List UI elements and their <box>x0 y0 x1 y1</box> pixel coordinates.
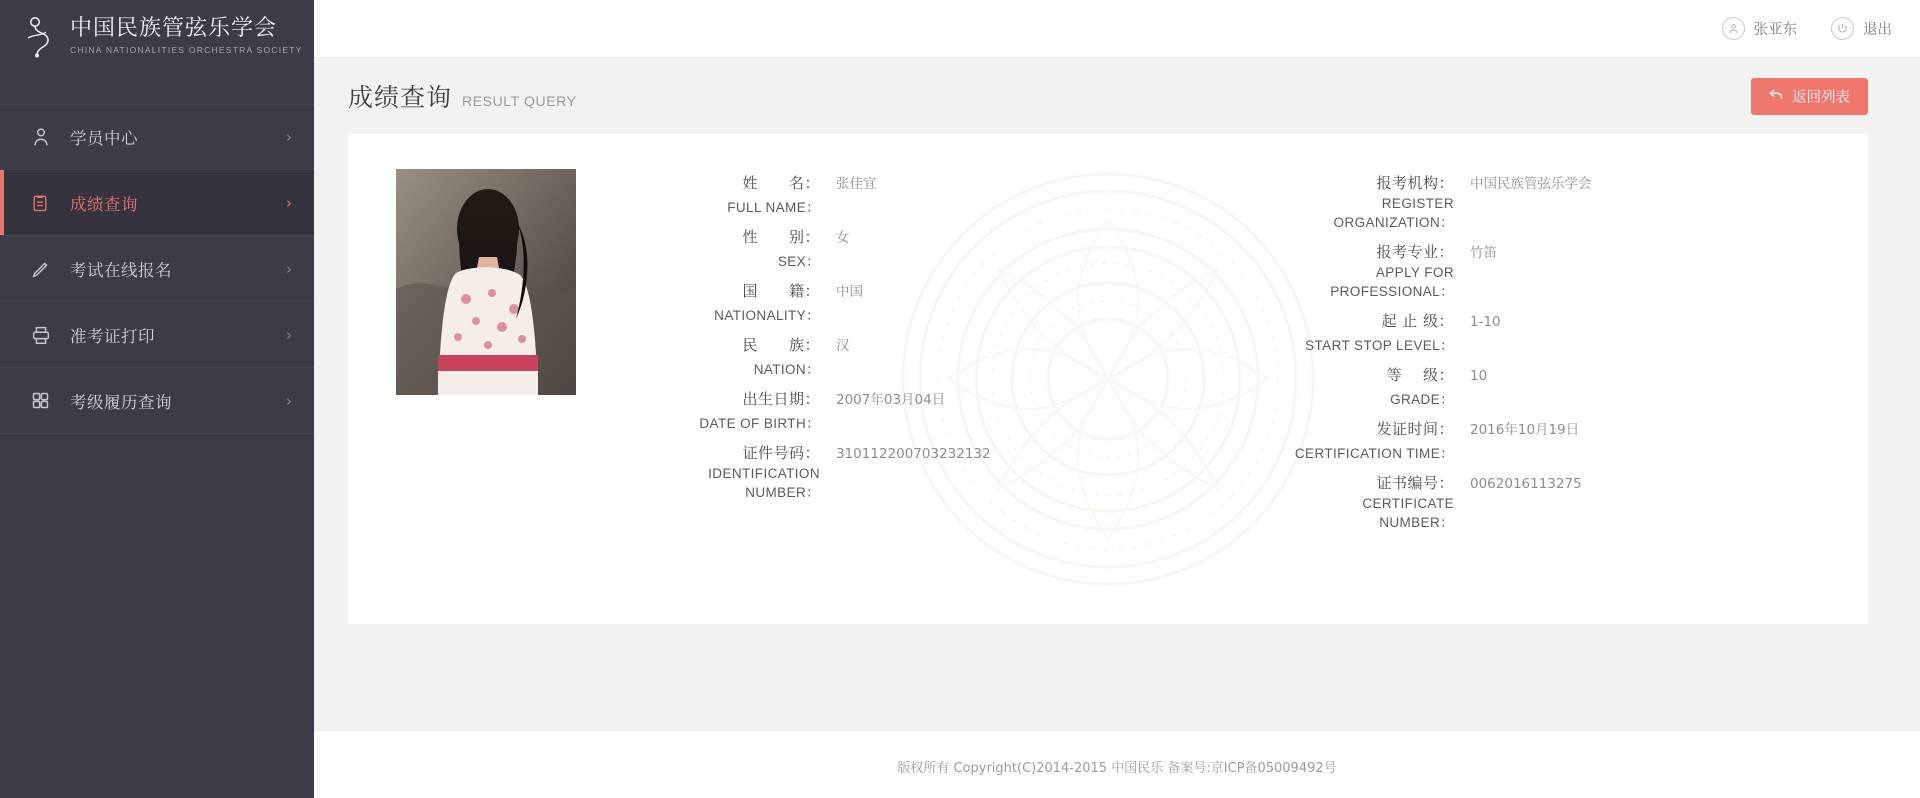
sidebar-item-result-query[interactable] <box>0 170 314 236</box>
sidebar-nav <box>0 104 314 434</box>
field-apply-for-professional <box>1284 241 1838 300</box>
sidebar-item-label: 准考证打印 <box>70 326 155 346</box>
field-value: 汉 <box>836 338 850 354</box>
field-value: 竹笛 <box>1470 245 1497 261</box>
field-value: 中国民族管弦乐学会 <box>1470 176 1592 192</box>
user-icon <box>30 126 58 148</box>
field-value: 1-10 <box>1470 314 1501 330</box>
field-value: 310112200703232132 <box>836 446 991 462</box>
printer-icon <box>30 324 58 346</box>
sidebar-item-admission-ticket-print[interactable] <box>0 302 314 368</box>
field-label-en: CERTIFICATION TIME： <box>1294 446 1454 461</box>
certificate-card <box>348 134 1868 624</box>
sidebar-item-online-exam-signup[interactable] <box>0 236 314 302</box>
field-label-en: REGISTER ORGANIZATION： <box>1333 196 1454 230</box>
field-certification-time <box>1284 418 1838 462</box>
footer-copyright: 版权所有 Copyright(C)2014-2015 中国民乐 备案号:京ICP备05009492号 <box>314 730 1920 798</box>
field-grade <box>1284 364 1838 408</box>
page-title-cn: 成绩查询 <box>348 83 453 112</box>
user-avatar-icon <box>1722 17 1745 40</box>
field-label-cn: 性 别： <box>742 228 820 246</box>
fields-right-column <box>1244 164 1838 624</box>
field-label-cn: 等 级： <box>1386 366 1454 384</box>
chevron-right-icon: › <box>286 193 292 212</box>
field-label-cn: 证书编号： <box>1376 474 1454 492</box>
pencil-icon <box>30 258 58 280</box>
field-nationality <box>650 280 1244 324</box>
field-value: 10 <box>1470 368 1488 384</box>
certificate-body <box>348 134 1868 624</box>
field-label-cn: 证件号码： <box>742 444 820 462</box>
certificate-fields <box>576 164 1868 624</box>
field-label-en: APPLY FOR PROFESSIONAL： <box>1330 265 1454 299</box>
field-value: 女 <box>836 230 850 246</box>
sidebar-item-student-center[interactable] <box>0 104 314 170</box>
field-start-stop-level <box>1284 310 1838 354</box>
main-content <box>314 0 1920 798</box>
topbar <box>314 0 1920 58</box>
back-to-list-label: 返回列表 <box>1792 89 1850 106</box>
field-label-cn: 姓 名： <box>742 174 820 192</box>
sidebar-item-label: 考试在线报名 <box>70 260 172 280</box>
field-value: 2016年10月19日 <box>1470 422 1580 438</box>
field-label-cn: 报考专业： <box>1376 243 1454 261</box>
field-nation <box>650 334 1244 378</box>
user-name: 张亚东 <box>1753 22 1797 38</box>
sidebar-item-label: 考级履历查询 <box>70 392 172 412</box>
content-spacer <box>314 624 1920 672</box>
sidebar <box>0 0 314 798</box>
page-title-en: RESULT QUERY <box>462 93 577 109</box>
back-to-list-button[interactable] <box>1751 78 1868 115</box>
field-label-en: GRADE： <box>1390 392 1454 407</box>
brand-logo[interactable] <box>0 0 314 72</box>
field-label-en: NATION： <box>753 362 820 377</box>
chevron-right-icon: › <box>286 259 292 278</box>
field-value: 2007年03月04日 <box>836 392 946 408</box>
page-header <box>314 58 1920 134</box>
footer <box>314 672 1920 798</box>
field-identification-number <box>650 442 1244 501</box>
reply-arrow-icon <box>1769 88 1784 105</box>
field-register-organization <box>1284 172 1838 231</box>
brand-name-en: CHINA NATIONALITIES ORCHESTRA SOCIETY <box>70 44 303 55</box>
field-label-cn: 报考机构： <box>1376 174 1454 192</box>
user-menu[interactable] <box>1722 17 1798 40</box>
field-full-name <box>650 172 1244 216</box>
student-photo <box>396 169 576 395</box>
field-date-of-birth <box>650 388 1244 432</box>
page-title <box>348 78 577 114</box>
field-label-cn: 起 止 级： <box>1381 312 1454 330</box>
brand-name-cn: 中国民族管弦乐学会 <box>70 16 278 42</box>
musical-instrument-logo-icon <box>26 14 56 58</box>
grid-icon <box>30 390 58 411</box>
logout-label: 退出 <box>1863 22 1892 38</box>
chevron-right-icon: › <box>286 391 292 410</box>
field-label-en: FULL NAME： <box>727 200 820 215</box>
field-certificate-number <box>1284 472 1838 531</box>
field-value: 中国 <box>836 284 863 300</box>
sidebar-item-label: 成绩查询 <box>70 194 138 214</box>
sidebar-item-label: 学员中心 <box>70 129 138 148</box>
clipboard-icon <box>30 192 58 214</box>
field-label-cn: 民 族： <box>742 336 820 354</box>
field-label-en: START STOP LEVEL： <box>1305 338 1454 353</box>
field-label-cn: 发证时间： <box>1376 420 1454 438</box>
logout-button[interactable] <box>1831 17 1892 40</box>
power-icon <box>1831 17 1854 40</box>
field-label-en: NATIONALITY： <box>714 308 820 323</box>
field-label-en: CERTIFICATE NUMBER： <box>1362 496 1454 530</box>
field-label-en: SEX： <box>777 254 820 269</box>
chevron-right-icon: › <box>286 128 292 146</box>
fields-left-column <box>650 164 1244 624</box>
field-label-en: DATE OF BIRTH： <box>699 416 820 431</box>
sidebar-item-grading-history-query[interactable] <box>0 368 314 434</box>
chevron-right-icon: › <box>286 325 292 344</box>
field-sex <box>650 226 1244 270</box>
field-label-cn: 出生日期： <box>742 390 820 408</box>
field-value: 张佳宜 <box>836 176 877 192</box>
field-label-cn: 国 籍： <box>742 282 820 300</box>
field-value: 0062016113275 <box>1470 476 1582 492</box>
field-label-en: IDENTIFICATION NUMBER： <box>708 466 820 500</box>
